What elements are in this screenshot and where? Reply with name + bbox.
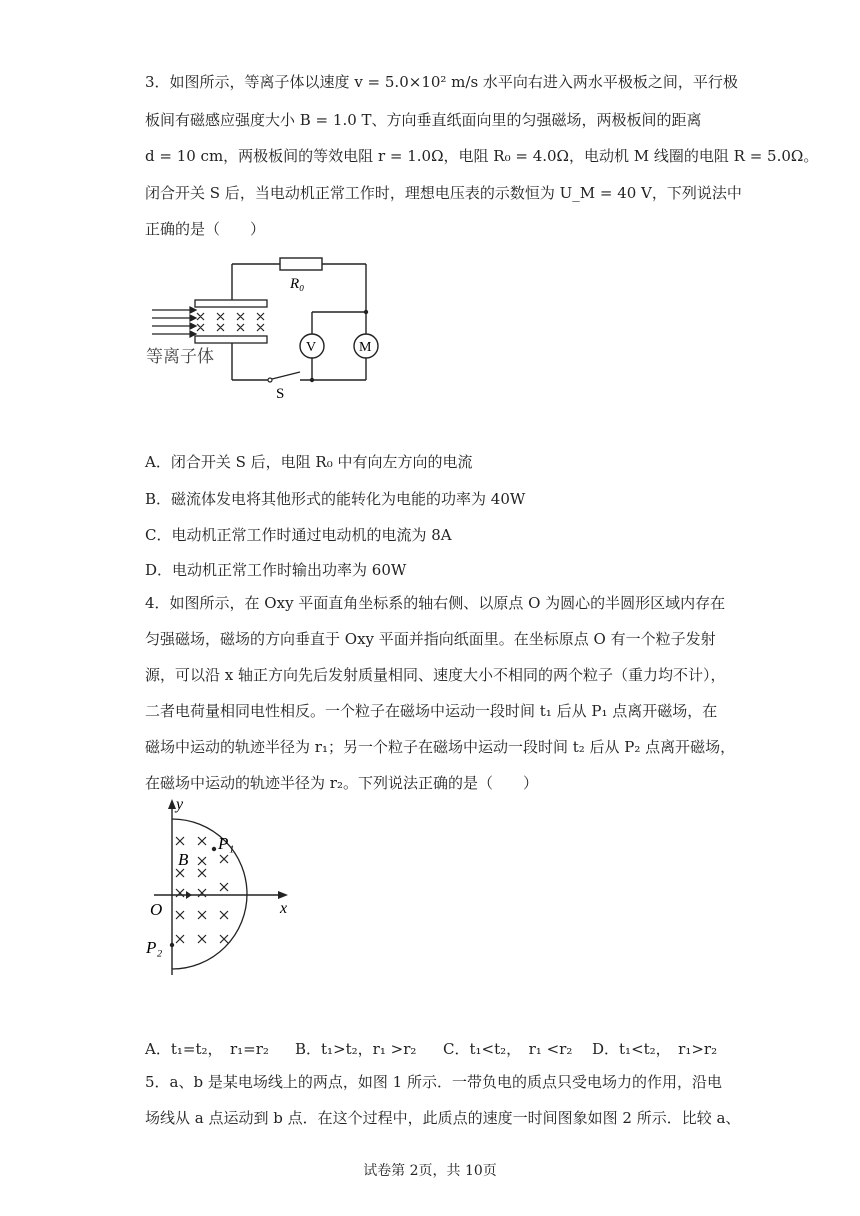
motor-label: M bbox=[359, 340, 372, 355]
q4-line-5: 磁场中运动的轨迹半径为 r₁；另一个粒子在磁场中运动一段时间 t₂ 后从 P₂ 点离开磁场， bbox=[145, 738, 736, 756]
bottom-plate bbox=[195, 336, 267, 343]
q4-line-6: 在磁场中运动的轨迹半径为 r₂。下列说法正确的是（ ） bbox=[145, 774, 538, 792]
y-axis-label: y bbox=[176, 796, 184, 813]
q5-line-2: 场线从 a 点运动到 b 点．在这个过程中，此质点的速度一时间图象如图 2 所示．比较 a、 bbox=[145, 1109, 741, 1127]
switch-s bbox=[272, 372, 300, 379]
b-field-label: B bbox=[178, 850, 189, 869]
p2-label: P₂ bbox=[146, 938, 163, 957]
plasma-arrows bbox=[152, 307, 196, 337]
resistor-label: R₀ bbox=[290, 276, 305, 292]
q3-line-1: 3．如图所示，等离子体以速度 v = 5.0×10² m/s 水平向右进入两水平极板之间，平行极 bbox=[145, 73, 738, 91]
q4-option-c: C．t₁<t₂， r₁ <r₂ bbox=[443, 1040, 573, 1058]
top-plate bbox=[195, 300, 267, 307]
q4-line-1: 4．如图所示，在 Oxy 平面直角坐标系的轴右侧、以原点 O 为圆心的半圆形区域内存在 bbox=[145, 594, 726, 612]
q4-option-a: A．t₁=t₂， r₁=r₂ bbox=[145, 1040, 269, 1058]
q3-line-3: d = 10 cm，两极板间的等效电阻 r = 1.0Ω，电阻 R₀ = 4.0Ω，电动机 M 线圈的电阻 R = 5.0Ω。 bbox=[145, 147, 819, 165]
q4-option-b: B．t₁>t₂，r₁ >r₂ bbox=[295, 1040, 417, 1058]
q3-option-d: D．电动机正常工作时输出功率为 60W bbox=[145, 561, 407, 579]
q4-line-2: 匀强磁场，磁场的方向垂直于 Oxy 平面并指向纸面里。在坐标原点 O 有一个粒子发射 bbox=[145, 630, 716, 648]
semicircle-field-region bbox=[172, 819, 247, 969]
q5-line-1: 5．a、b 是某电场线上的两点，如图 1 所示．一带负电的质点只受电场力的作用，沿电 bbox=[145, 1073, 722, 1091]
voltmeter-label: V bbox=[306, 340, 317, 355]
q4-line-3: 源，可以沿 x 轴正方向先后发射质量相同、速度大小不相同的两个粒子（重力均不计）， bbox=[145, 666, 726, 684]
x-axis-label: x bbox=[280, 900, 288, 917]
resistor-r0 bbox=[280, 258, 322, 270]
q3-option-c: C．电动机正常工作时通过电动机的电流为 8A bbox=[145, 526, 452, 544]
p1-label: P₁ bbox=[218, 834, 235, 853]
plasma-label: 等离子体 bbox=[146, 347, 214, 366]
switch-label: S bbox=[276, 386, 285, 400]
p2-point bbox=[170, 943, 174, 947]
p1-point bbox=[212, 847, 216, 851]
q3-line-5: 正确的是（ ） bbox=[145, 220, 266, 238]
q3-line-4: 闭合开关 S 后，当电动机正常工作时，理想电压表的示数恒为 U_M = 40 V，下列说法中 bbox=[145, 184, 742, 202]
q4-coordinate-figure bbox=[140, 795, 310, 980]
q3-circuit-figure bbox=[140, 250, 400, 400]
q4-line-4: 二者电荷量相同电性相反。一个粒子在磁场中运动一段时间 t₁ 后从 P₁ 点离开磁场，在 bbox=[145, 702, 718, 720]
page-footer: 试卷第 2页，共 10页 bbox=[363, 1163, 497, 1179]
magnetic-field-crosses bbox=[197, 313, 264, 331]
q4-option-d: D．t₁<t₂， r₁>r₂ bbox=[592, 1040, 718, 1058]
origin-label: O bbox=[150, 900, 163, 919]
q3-option-b: B．磁流体发电将其他形式的能转化为电能的功率为 40W bbox=[145, 490, 526, 508]
q3-line-2: 板间有磁感应强度大小 B = 1.0 T、方向垂直纸面向里的匀强磁场，两极板间的距离 bbox=[145, 111, 702, 129]
q3-option-a: A．闭合开关 S 后，电阻 R₀ 中有向左方向的电流 bbox=[145, 453, 473, 471]
